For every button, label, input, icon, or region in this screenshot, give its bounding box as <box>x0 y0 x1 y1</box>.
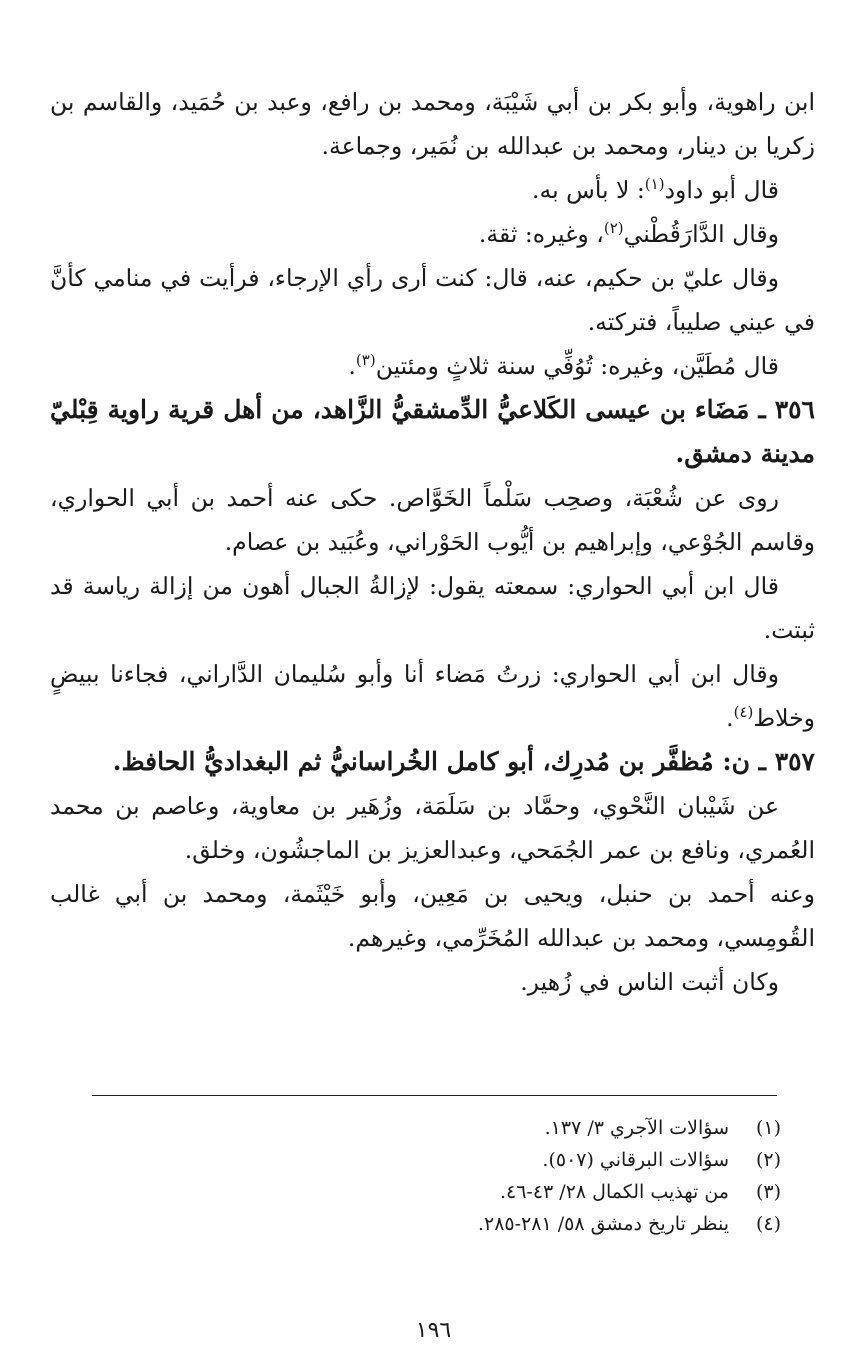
footnote-number: (٣) <box>755 1181 781 1203</box>
footnote-item <box>81 1176 781 1208</box>
footnote-text: سؤالات الآجري ٣/ ١٣٧. <box>544 1117 729 1139</box>
paragraph-text: قال أبو داود <box>664 176 779 204</box>
main-text <box>50 80 815 1004</box>
footnote-ref[interactable]: (١) <box>644 175 665 194</box>
footnote-ref[interactable]: (٢) <box>603 219 624 238</box>
footnote-text: سؤالات البرقاني (٥٠٧). <box>542 1149 729 1171</box>
paragraph <box>50 344 815 388</box>
footnote-ref[interactable]: (٣) <box>355 351 376 370</box>
entry-heading-357: ٣٥٧ ـ ن: مُظفَّر بن مُدرِك، أبو كامل الخُراسانيُّ ثم البغداديُّ الحافظ. <box>112 747 815 776</box>
paragraph-text: وقال الدَّارَقُطْني <box>623 220 779 248</box>
paragraph-text: . <box>726 704 734 732</box>
entry-heading-356: ٣٥٦ ـ مَضَاء بن عيسى الكَلاعيُّ الدِّمشقيُّ الزَّاهد، من أهل قرية راوية قِبْليّ مدينة دمشق. <box>50 395 815 468</box>
paragraph <box>50 652 815 740</box>
paragraph <box>50 212 815 256</box>
paragraph-text: قال مُطَيَّن، وغيره: تُوُفِّي سنة ثلاثٍ ومئتين <box>375 352 779 380</box>
footnote-number: (٢) <box>755 1149 781 1171</box>
footnotes <box>81 1112 781 1240</box>
footnote-text: ينظر تاريخ دمشق ٥٨/ ٢٨١-٢٨٥. <box>477 1213 729 1235</box>
paragraph <box>50 168 815 212</box>
paragraph: وكان أثبت الناس في زُهير. <box>520 968 779 996</box>
page-number: ١٩٦ <box>415 1318 452 1343</box>
footnote-number: (١) <box>755 1117 781 1139</box>
paragraph: عن شَيْبان النَّحْوي، وحمَّاد بن سَلَمَة، وزُهَير بن معاوية، وعاصم بن محمد العُمري، ونافع بن عمر الجُمَحي، وعبدالعزيز بن الماجشُون، وخلق. <box>50 792 815 864</box>
footnote-item <box>81 1208 781 1240</box>
paragraph: روى عن شُعْبَة، وصحِب سَلْماً الخَوَّاص. حكى عنه أحمد بن أبي الحواري، وقاسم الجُوْعي، وإبراهيم بن أيُّوب الحَوْراني، وعُبَيد بن عصام. <box>50 484 815 556</box>
footnote-item <box>81 1144 781 1176</box>
footnote-number: (٤) <box>755 1213 781 1235</box>
paragraph-text: . <box>348 352 356 380</box>
paragraph-text: وقال ابن أبي الحواري: زرتُ مَضاء أنا وأبو سُليمان الدَّاراني، فجاءنا ببيضٍ وخلاط <box>50 660 815 732</box>
footnote-text: من تهذيب الكمال ٢٨/ ٤٣-٤٦. <box>499 1181 729 1203</box>
footnote-ref[interactable]: (٤) <box>733 703 754 722</box>
paragraph: وقال عليّ بن حكيم، عنه، قال: كنت أرى رأي الإرجاء، فرأيت في منامي كأنَّ في عيني صليباً، فتركته. <box>50 264 815 336</box>
paragraph: قال ابن أبي الحواري: سمعته يقول: لإزالةُ الجبال أهون من إزالة رياسة قد ثبتت. <box>50 572 815 644</box>
footnote-divider <box>92 1095 777 1096</box>
footnote-item <box>81 1112 781 1144</box>
paragraph-text: : لا بأس به. <box>532 176 645 204</box>
paragraph: وعنه أحمد بن حنبل، ويحيى بن مَعِين، وأبو خَيْثَمة، ومحمد بن أبي غالب القُومِسي، ومحمد بن عبدالله المُخَرِّمي، وغيرهم. <box>50 880 815 952</box>
paragraph-text: ، وغيره: ثقة. <box>478 220 604 248</box>
paragraph: ابن راهوية، وأبو بكر بن أبي شَيْبَة، ومحمد بن رافع، وعبد بن حُمَيد، والقاسم بن زكريا بن دينار، ومحمد بن عبدالله بن نُمَير، وجماعة. <box>50 88 815 160</box>
